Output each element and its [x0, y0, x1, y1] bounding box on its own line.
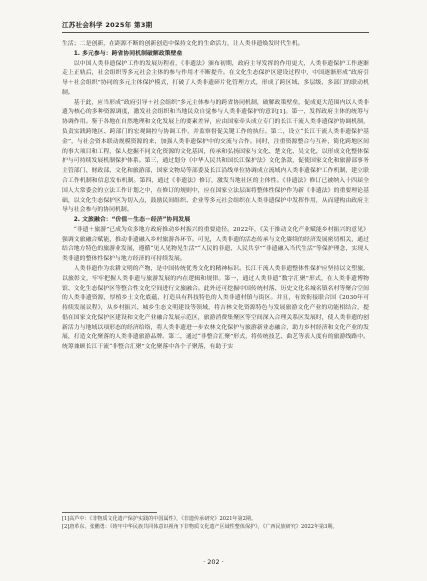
header-rule	[62, 32, 369, 33]
article-body	[62, 40, 369, 353]
paragraph: 基于此，应当形成“政府引导＋社会组织”多元主体参与的跨省协同机制，破解政策壁垒，促成更大范围内以人类非遗为核心的多种资源调度，激发社会组织和当地民众自觉参与人类非遗保护的意识[1]。第一，发挥政府主体的统筹与协调作用。鉴于各地在自然地理和文化发展上的要素差异，应由国家牵头成立专门的长江干流人类非遗保护协调机制，负责实践跨地区、跨部门的宏观调控与协调工作，并监察督促关键工作的执行。第二，设立“长江干流人类非遗保护基金”，与社会资本联动规模资源的来，加强人类非遗保护中的交流与合作。同时，注重资源整合与互补，简化跨地区间的事大项目和工程，保人挖掘不同文化资源的文化基因，传承和弘扬国家与文化、楚文化、吴文化，以形成文化整体保护与可持续发展机制保护体系。第三，通过划分《中华人民共和国长江保护法》文化条款，促使国家文化和旅游部事务主管部门、财政部、文化和旅游部，国家文物局等部委及长江沿线单位协调成立流域内人类非遗保护工作机制，建立联合工作机制和信息发布机制。第四，通过《非遗法》修订，激发当地社区的主体性。《非遗法》修订已被纳入十四届全国人大常委会的立法工作计划之中，在修订的规则中，应在国家立法层面将整体性保护作为新《非遗法》的重要理论基础，以文化生态保护区为切入点，鼓励民间组织、企业等多元社会组织在人类非遗保护中发挥作用，从而建构由政府主导与社会参与的协同机制。	[62, 99, 369, 214]
paragraph: “非遗＋旅游”已成为众多地方政府推动乡村振兴的重要途径。2022年，《关于推动文化产业赋能乡村振兴的意见》强调文旅融合赋能，推动非遗融入乡村旅游各环节。可见，人类非遗的活态传承与文化赓续的经济发展密切相关，通过结合地方特色的旅游业发展，遵循“见人见物见生活”“人民的非遗、人民共享”“非遗融入当代生活”等保护理念，实现人类非遗的整体性保护与地方经济的可持续发展。	[62, 226, 370, 263]
footnotes	[62, 515, 369, 532]
footnote-rule	[62, 512, 157, 513]
paragraph: 人类非遗作为农耕文明的产物，是中国传统优秀文化的精神标识。长江干流人类非遗整体性保护应坚持以文塑旅，以旅彰文，牢牢把握人类非遗与旅游发展的内在逻辑和规律。第一，通过人类非遗“数字汇聚”形式，在人类非遗博物馆、文化生态保护区等整合性文化空间进行文旅融合。此外还可挖掘中国传统村落、历史文化名城名镇名村等聚合空间的人类非遗资源，厚植乡土文化底蕴，打造具有科技特色的人类非遗村镇与街区。并且，有效衔接联合国《2030年可持续发展议程》，从乡村振兴、城乡生态文明建设等领域，将吉林文化资源特色与发展旅游文化产业的功能相结合，提倡在国家文化保护区建设和文化产业融合发展示范区，旅游消费集聚区等空间深入合理关系区发展时，使人类非遗的创新活力与地域以项形态的经济给络，将人类非遗进一步农林文化保护与旅游新业态融合，助力乡村经济和文化产业的发展，打造文化聚落的人类非遗旅游品牌。第二，通过“非整合汇聚”形式，将传统技艺、曲艺等表人度有的旅游线路中。统筹兼顾长江干流“非整合汇聚”文化聚落中各个子聚落，有助于实	[62, 266, 369, 351]
footnote: [1]高芦中：《非物质文化遗产保护实践的中国属性》，《非遗传承研究》2021年第2期。	[62, 516, 257, 522]
page-number: · 202 ·	[203, 558, 224, 566]
section-heading: 2. 文旅融合：“价值－生态－经济”协同发展	[73, 217, 191, 224]
paragraph: 生活；二是创新，在距源不断的创新创造中保持文化的生命活力，让人类非遗焕发时代生机。	[62, 41, 304, 47]
running-head: 江苏社会科学 2025年 第3期	[62, 21, 153, 29]
footnote: [2]唐革东、张鹏勇：《铸牢中华民族共同体意识视角下非物质文化遗产区域性整体保护》，《广西民族研究》2022年第3期。	[62, 524, 338, 531]
paragraph: 以中国人类非遗保护工作的发展历程看，《非遗法》颁布初期，政府主导发挥的作用更大，人类非遗保护工作逐渐走上正轨后，社会组织等多元社会主体的参与作用才不断提升。在文化生态保护区建设过程中，中国逐渐形成“政府引导＋社会组织”协同的多元主体保护模式，打破了人类非遗碎片化管理方式，形成了跨区域、多层级、多部门的联动机制。	[62, 60, 369, 96]
section-heading: 1. 多元参与：跨省协同机制破解政策壁垒	[73, 50, 183, 57]
